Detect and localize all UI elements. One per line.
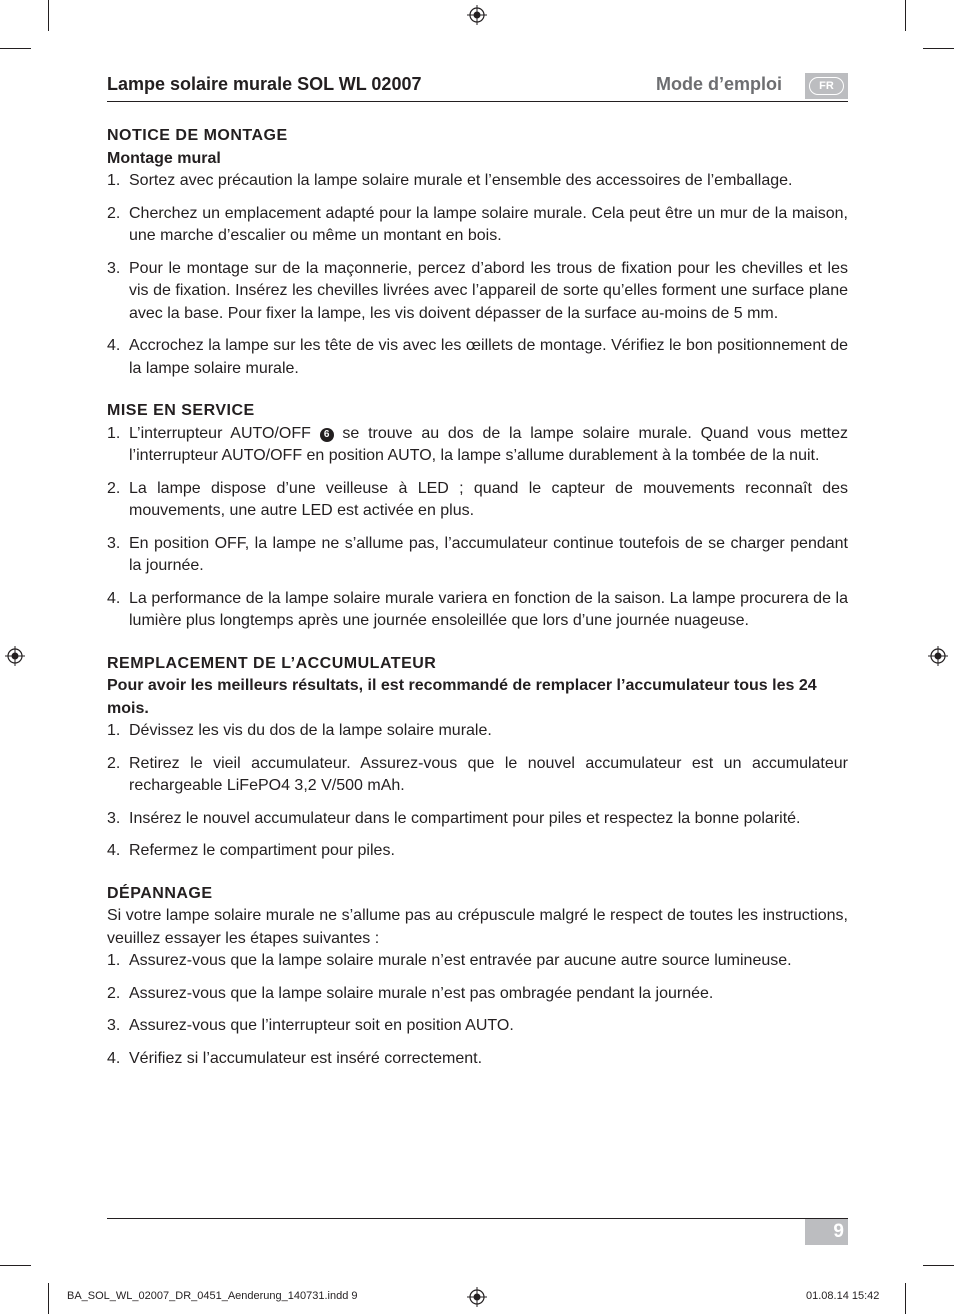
list-item bbox=[107, 840, 848, 863]
crop-mark bbox=[905, 0, 906, 31]
list-number: 4. bbox=[107, 1049, 121, 1067]
registration-mark-icon bbox=[467, 5, 487, 25]
list-item bbox=[107, 1048, 848, 1071]
list-text: Assurez-vous que la lampe solaire murale n’est pas ombragée pendant la journée. bbox=[129, 984, 714, 1002]
reference-number-badge: 6 bbox=[320, 428, 334, 442]
section-heading: NOTICE DE MONTAGE bbox=[107, 127, 288, 144]
list-text: Insérez le nouvel accumulateur dans le compartiment pour piles et respectez la bonne polarité. bbox=[129, 809, 801, 827]
list-number: 1. bbox=[107, 172, 121, 189]
list-text: se trouve au dos de la lampe solaire murale. Quand vous mettez l’interrupteur AUTO/OFF en position AUTO, la lampe s’allume durablement à la tombée de la nuit. bbox=[129, 424, 848, 464]
footer-rule bbox=[107, 1218, 848, 1219]
list-item bbox=[107, 478, 848, 523]
list-number: 4. bbox=[107, 589, 121, 607]
section-montage bbox=[107, 125, 848, 380]
crop-mark bbox=[48, 1283, 49, 1314]
list-number: 3. bbox=[107, 534, 121, 552]
page-number: 9 bbox=[805, 1219, 848, 1245]
section-mise-en-service bbox=[107, 400, 848, 633]
crop-mark bbox=[48, 0, 49, 31]
page-header bbox=[107, 72, 848, 102]
list-text: En position OFF, la lampe ne s’allume pas, l’accumulateur continue toutefois de se charger pendant la journée. bbox=[129, 534, 848, 574]
registration-mark-icon bbox=[467, 1287, 487, 1307]
registration-mark-icon bbox=[928, 646, 948, 666]
list-item bbox=[107, 335, 848, 380]
list-item bbox=[107, 720, 848, 743]
list-item bbox=[107, 423, 848, 468]
crop-mark bbox=[905, 1283, 906, 1314]
list-item bbox=[107, 753, 848, 798]
list-number: 1. bbox=[107, 722, 121, 739]
page-body bbox=[107, 125, 848, 1090]
list-number: 2. bbox=[107, 479, 121, 497]
list-text: Cherchez un emplacement adapté pour la lampe solaire murale. Cela peut être un mur de la maison, une marche d’escalier ou même un montant en bois. bbox=[129, 204, 848, 244]
list-item bbox=[107, 983, 848, 1006]
list-text: Vérifiez si l’accumulateur est inséré correctement. bbox=[129, 1049, 483, 1067]
list-item bbox=[107, 808, 848, 831]
crop-mark bbox=[0, 1265, 31, 1266]
print-slug-filename: BA_SOL_WL_02007_DR_0451_Aenderung_140731.indd 9 bbox=[67, 1290, 358, 1302]
step-list bbox=[107, 423, 848, 633]
crop-mark bbox=[923, 1265, 954, 1266]
list-text: L’interrupteur AUTO/OFF bbox=[129, 424, 320, 442]
step-list bbox=[107, 950, 848, 1070]
list-text: Accrochez la lampe sur les tête de vis avec les œillets de montage. Vérifiez le bon positionnement de la lampe solaire murale. bbox=[129, 337, 848, 377]
list-text: Assurez-vous que la lampe solaire murale n’est entravée par aucune autre source lumineuse. bbox=[129, 952, 792, 969]
list-text: Refermez le compartiment pour piles. bbox=[129, 842, 395, 859]
list-item bbox=[107, 203, 848, 248]
crop-mark bbox=[0, 48, 31, 49]
registration-mark-icon bbox=[5, 646, 25, 666]
header-mode-label: Mode d’emploi bbox=[656, 74, 782, 94]
list-number: 2. bbox=[107, 754, 121, 772]
document-title: Lampe solaire murale SOL WL 02007 bbox=[107, 74, 422, 94]
list-number: 1. bbox=[107, 952, 121, 969]
section-heading: DÉPANNAGE bbox=[107, 884, 213, 902]
list-item bbox=[107, 258, 848, 326]
list-number: 2. bbox=[107, 204, 121, 222]
print-slug-datetime: 01.08.14 15:42 bbox=[806, 1290, 880, 1302]
list-number: 3. bbox=[107, 259, 121, 277]
list-item bbox=[107, 950, 848, 973]
section-accumulateur bbox=[107, 653, 848, 863]
list-text: Assurez-vous que l’interrupteur soit en position AUTO. bbox=[129, 1017, 514, 1034]
step-list bbox=[107, 720, 848, 863]
crop-mark bbox=[923, 48, 954, 49]
list-number: 4. bbox=[107, 337, 121, 354]
list-text: Sortez avec précaution la lampe solaire murale et l’ensemble des accessoires de l’emballage. bbox=[129, 172, 793, 189]
list-number: 1. bbox=[107, 424, 121, 442]
step-list bbox=[107, 170, 848, 380]
section-subheading: Montage mural bbox=[107, 149, 221, 167]
list-text: Dévissez les vis du dos de la lampe solaire murale. bbox=[129, 722, 492, 739]
language-tab bbox=[805, 73, 848, 99]
list-item bbox=[107, 533, 848, 578]
list-item bbox=[107, 1015, 848, 1038]
section-heading: MISE EN SERVICE bbox=[107, 402, 255, 419]
section-note: Pour avoir les meilleurs résultats, il est recommandé de remplacer l’accumulateur tous les 24 mois. bbox=[107, 677, 817, 717]
list-number: 4. bbox=[107, 842, 121, 859]
list-number: 3. bbox=[107, 809, 121, 827]
list-number: 2. bbox=[107, 984, 121, 1002]
list-item bbox=[107, 588, 848, 633]
section-heading: REMPLACEMENT DE L’ACCUMULATEUR bbox=[107, 654, 437, 672]
list-text: Retirez le vieil accumulateur. Assurez-vous que le nouvel accumulateur est un accumulateur rechargeable LiFePO4 3,2 V/500 mAh. bbox=[129, 754, 848, 794]
language-badge: FR bbox=[809, 77, 844, 95]
list-item bbox=[107, 170, 848, 193]
list-text: La performance de la lampe solaire murale variera en fonction de la saison. La lampe procurera de la lumière plus longtemps après une journée ensoleillée que lors d’une journée nuageuse. bbox=[129, 589, 848, 629]
section-depannage bbox=[107, 883, 848, 1071]
list-text: La lampe dispose d’une veilleuse à LED ; quand le capteur de mouvements reconnaît des mouvements, une autre LED est activée en plus. bbox=[129, 479, 848, 519]
list-text: Pour le montage sur de la maçonnerie, percez d’abord les trous de fixation pour les chevilles et les vis de fixation. Insérez les chevilles livrées avec l’appareil de sorte qu’elles forment une surface plane avec la base. Pour fixer la lampe, les vis doivent dépasser de la surface au-moins de 5 mm. bbox=[129, 259, 848, 322]
section-intro: Si votre lampe solaire murale ne s’allume pas au crépuscule malgré le respect de toutes les instructions, veuillez essayer les étapes suivantes : bbox=[107, 907, 848, 947]
list-number: 3. bbox=[107, 1017, 121, 1034]
